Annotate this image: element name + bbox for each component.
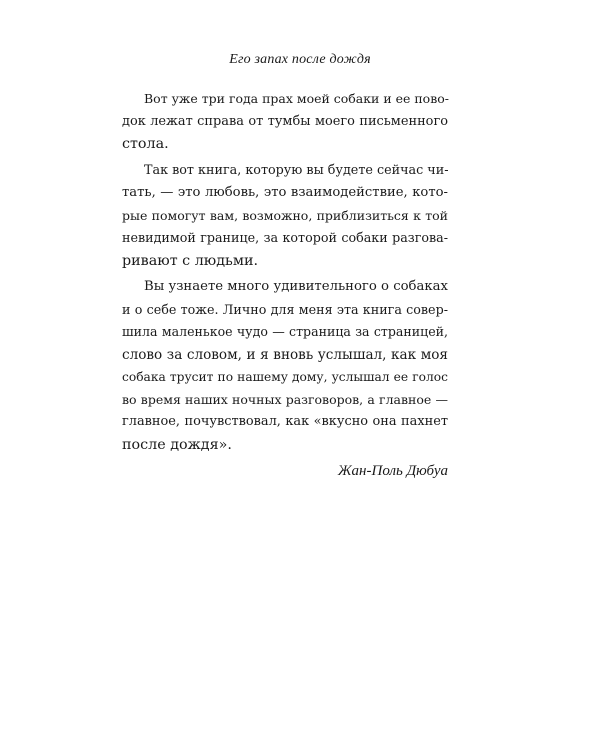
paragraph-3 [122,276,448,456]
running-head: Его запах после дождя [229,52,371,67]
text-line: невидимой границе, за которой собаки разгова- [122,230,448,245]
author-signature: Жан-Поль Дюбуа [337,463,448,479]
text-line: слово за словом, и я вновь услышал, как моя [122,346,448,363]
text-line: Вы узнаете много удивительного о собаках [144,279,448,294]
text-line: тать, — это любовь, это взаимодействие, кото- [122,185,448,200]
text-line: стола. [122,136,169,152]
paragraph-1 [122,88,448,156]
body-text [122,88,448,483]
text-line: собака трусит по нашему дому, услышал ее голос [122,370,448,384]
text-line: ривают с людьми. [122,252,259,269]
text-line: Вот уже три года прах моей собаки и ее пово- [144,91,449,106]
text-line: рые помогут вам, возможно, приблизиться к той [122,207,448,223]
text-line: во время наших ночных разговоров, а главное — [122,391,448,407]
text-line: после дождя». [122,436,232,453]
text-line: док лежат справа от тумбы моего письменного [122,113,448,129]
text-line: главное, почувствовал, как «вкусно она пахнет [122,414,448,429]
paragraph-2 [122,160,448,273]
text-line: и о себе тоже. Лично для меня эта книга совер- [122,301,448,317]
text-line: шила маленькое чудо — страница за страницей, [122,324,448,339]
text-line: Так вот книга, которую вы будете сейчас чи- [144,162,449,178]
